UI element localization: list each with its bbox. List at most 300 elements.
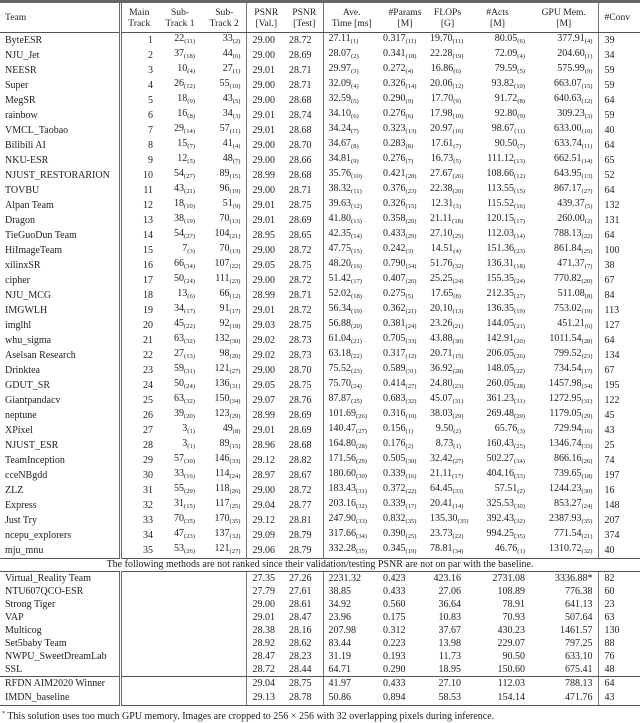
psnr-test [286, 528, 323, 543]
header-line: Track 2 [209, 17, 239, 29]
header-line: Track [128, 17, 151, 29]
cell-value: 93.82 [491, 78, 514, 89]
cell-value: 20.10 [430, 303, 453, 314]
cell-value: 50 [174, 273, 184, 284]
cell-value: 734.54 [554, 363, 582, 374]
team-name [0, 213, 120, 228]
cell-value: 132 [604, 199, 620, 211]
acts [465, 612, 530, 625]
params [380, 625, 430, 638]
cell-value: 29.01 [252, 424, 275, 436]
acts [465, 543, 530, 559]
acts [465, 93, 530, 108]
rank: ( $_6$ ) [453, 68, 461, 75]
psnr-test [286, 288, 323, 303]
cell-value: 49 [222, 423, 233, 434]
sub-track-1-score [157, 78, 203, 93]
cell-value: SSL [5, 663, 23, 675]
sub-track-1-score [157, 543, 203, 559]
conv [598, 378, 640, 393]
main-track-rank [120, 288, 157, 303]
cell-value: 853.27 [554, 498, 582, 509]
psnr-val [246, 273, 286, 288]
cell-value: 25 [143, 394, 153, 406]
flops [430, 408, 465, 423]
cell-value: 67 [604, 274, 615, 286]
rank: ( $_{16}$ ) [184, 473, 195, 480]
gpu-mem [530, 348, 598, 363]
cell-value: 0.345 [383, 543, 406, 554]
flops [430, 108, 465, 123]
sub-track-2-score [203, 48, 246, 63]
cell-value: NJUST_ESR [5, 439, 59, 451]
params [380, 153, 430, 168]
cell-value: 3 [182, 438, 188, 449]
cell-value: 207.98 [328, 625, 356, 636]
rank: ( $_6$ ) [585, 323, 593, 330]
table-row [0, 63, 640, 78]
cell-value: 31 [143, 484, 153, 496]
rank: ( $_{30}$ ) [406, 458, 417, 465]
main-track-rank [120, 108, 157, 123]
rank: ( $_{30}$ ) [184, 458, 195, 465]
sub-track-2-score [203, 243, 246, 258]
main-track-rank [120, 423, 157, 438]
cell-value: 0.433 [383, 678, 406, 690]
cell-value: 29.05 [252, 379, 275, 391]
table-row [0, 393, 640, 408]
main-track-rank [120, 438, 157, 453]
rank: ( $_{24}$ ) [514, 278, 525, 285]
cell-value: 28.68 [289, 94, 312, 106]
rank: ( $_{34}$ ) [514, 458, 525, 465]
main-track-rank [120, 258, 157, 273]
unranked-note-row [0, 559, 640, 572]
sub-track-2-score [203, 108, 246, 123]
sub-track-1-score [157, 612, 203, 625]
rank: ( $_{27}$ ) [582, 188, 593, 195]
cell-value: 29.00 [252, 274, 275, 286]
psnr-test [286, 138, 323, 153]
cell-value: GDUT_SR [5, 379, 51, 391]
rank: ( $_{31}$ ) [184, 368, 195, 375]
rank: ( $_{18}$ ) [184, 53, 195, 60]
psnr-val [246, 333, 286, 348]
psnr-test [286, 468, 323, 483]
params [380, 78, 430, 93]
rank: ( $_3$ ) [233, 113, 241, 120]
ave-time [323, 543, 380, 559]
main-track-rank [120, 63, 157, 78]
cell-value: 2 [148, 49, 153, 61]
acts [465, 108, 530, 123]
table-row [0, 528, 640, 543]
flops [430, 528, 465, 543]
conv [598, 453, 640, 468]
cell-value: 23.73 [430, 528, 453, 539]
gpu-mem [530, 498, 598, 513]
cell-value: 137 [214, 528, 230, 539]
rank: ( $_{17}$ ) [514, 218, 525, 225]
cell-value: 374 [604, 529, 620, 541]
psnr-test [286, 108, 323, 123]
cell-value: 29.01 [252, 199, 275, 211]
gpu-mem [530, 78, 598, 93]
flops [430, 650, 465, 663]
cell-value: 171.56 [328, 453, 356, 464]
cell-value: 29.01 [252, 109, 275, 121]
psnr-val [246, 378, 286, 393]
rank: ( $_{32}$ ) [230, 533, 241, 540]
params [380, 198, 430, 213]
cell-value: ncepu_explorers [5, 529, 72, 541]
rank: ( $_{22}$ ) [230, 263, 241, 270]
rank: ( $_{27}$ ) [230, 548, 241, 555]
cell-value: 0.381 [383, 318, 406, 329]
sub-track-2-score [203, 393, 246, 408]
cell-value: 729.94 [554, 423, 582, 434]
sub-track-1-score [157, 288, 203, 303]
cell-value: NKU-ESR [5, 154, 49, 166]
params [380, 408, 430, 423]
flops [430, 625, 465, 638]
cell-value: 27.10 [430, 228, 453, 239]
params [380, 123, 430, 138]
ave-time [323, 213, 380, 228]
cell-value: HiImageTeam [5, 244, 63, 256]
cell-value: 28.69 [289, 49, 312, 61]
cell-value: Giantpandacv [5, 394, 61, 406]
rank: ( $_{10}$ ) [184, 203, 195, 210]
rank: ( $_{14}$ ) [514, 233, 525, 240]
flops [430, 483, 465, 498]
rank: ( $_{21}$ ) [453, 323, 464, 330]
rank: ( $_{16}$ ) [514, 203, 525, 210]
gpu-mem [530, 213, 598, 228]
rank: ( $_{10}$ ) [514, 83, 525, 90]
header-line: Ave. [342, 6, 361, 18]
cell-value: 17.98 [430, 108, 453, 119]
cell-value: 34.24 [328, 123, 351, 134]
cell-value: 28.99 [252, 169, 275, 181]
rank: ( $_{14}$ ) [184, 128, 195, 135]
cell-value: 662.51 [554, 153, 582, 164]
cell-value: 739.65 [554, 468, 582, 479]
rank: ( $_{23}$ ) [514, 248, 525, 255]
cell-value: 29.00 [252, 79, 275, 91]
rank: ( $_9$ ) [187, 98, 195, 105]
psnr-test [286, 625, 323, 638]
main-track-rank [120, 153, 157, 168]
header-line: #Params [388, 6, 422, 18]
table-row [0, 333, 640, 348]
cell-value: 131 [604, 214, 620, 226]
cell-value: 6 [148, 109, 153, 121]
cell-value: 17.61 [430, 138, 454, 149]
rank: ( $_{20}$ ) [582, 278, 593, 285]
sub-track-2-score [203, 453, 246, 468]
cell-value: Set5baby Team [5, 637, 67, 649]
cell-value: 12 [177, 153, 188, 164]
rank: ( $_3$ ) [453, 203, 461, 210]
cell-value: 111.12 [487, 153, 514, 164]
cell-value: Super [5, 79, 29, 91]
cell-value: 50.86 [328, 692, 351, 704]
rank: ( $_{29}$ ) [453, 413, 464, 420]
conv [598, 288, 640, 303]
conv [598, 468, 640, 483]
cell-value: 22.38 [430, 183, 453, 194]
flops [430, 363, 465, 378]
psnr-val [246, 453, 286, 468]
cell-value: 17.70 [430, 93, 454, 104]
conv [598, 572, 640, 586]
cell-value: 10 [177, 63, 188, 74]
gpu-mem [530, 273, 598, 288]
team-name [0, 691, 120, 706]
cell-value: 32 [143, 499, 153, 511]
header-line: Main [129, 6, 150, 18]
rank: ( $_{19}$ ) [351, 308, 362, 315]
cell-value: 0.505 [383, 453, 406, 464]
rank: ( $_{20}$ ) [230, 353, 241, 360]
rank: ( $_{22}$ ) [184, 323, 195, 330]
cell-value: 643.95 [554, 168, 582, 179]
cell-value: 29.12 [252, 514, 275, 526]
table-row [0, 468, 640, 483]
conv [598, 348, 640, 363]
gpu-mem [530, 483, 598, 498]
cell-value: 392.43 [486, 513, 514, 524]
cell-value: 29.00 [252, 184, 275, 196]
cell-value: 112.03 [497, 678, 525, 690]
rank: ( $_{10}$ ) [230, 83, 241, 90]
cell-value: 28.92 [252, 637, 275, 649]
conv [598, 363, 640, 378]
sub-track-1-score [157, 393, 203, 408]
rank: ( $_9$ ) [517, 113, 525, 120]
cell-value: 140.47 [328, 423, 356, 434]
flops [430, 586, 465, 599]
psnr-test [286, 183, 323, 198]
acts [465, 183, 530, 198]
table-row [0, 408, 640, 423]
params [380, 258, 430, 273]
conv [598, 228, 640, 243]
acts [465, 78, 530, 93]
rank: ( $_{27}$ ) [356, 428, 367, 435]
psnr-test [286, 48, 323, 63]
gpu-mem [530, 650, 598, 663]
conv [598, 663, 640, 676]
cell-value: 43 [604, 692, 615, 704]
params [380, 348, 430, 363]
cell-value: 29 [174, 123, 184, 134]
cell-value: 29.02 [252, 334, 275, 346]
cell-value: 28.71 [289, 184, 312, 196]
rank: ( $_{30}$ ) [230, 338, 241, 345]
rank: ( $_8$ ) [187, 113, 195, 120]
cell-value: 48.20 [328, 258, 351, 269]
main-track-rank [120, 543, 157, 559]
cell-value: 27 [222, 63, 233, 74]
team-name [0, 625, 120, 638]
rank: ( $_{22}$ ) [351, 353, 362, 360]
rank: ( $_{28}$ ) [514, 383, 525, 390]
gpu-mem [530, 612, 598, 625]
cell-value: 117 [214, 498, 230, 509]
cell-value: 28.47 [289, 612, 312, 624]
cell-value: MegSR [5, 94, 36, 106]
params [380, 183, 430, 198]
cell-value: 28.68 [289, 169, 312, 181]
params [380, 378, 430, 393]
acts [465, 691, 530, 706]
rank: ( $_{35}$ ) [582, 518, 593, 525]
conv [598, 625, 640, 638]
psnr-test [286, 438, 323, 453]
rank: ( $_2$ ) [585, 218, 593, 225]
cell-value: 260.05 [486, 378, 514, 389]
acts [465, 363, 530, 378]
acts [465, 168, 530, 183]
cell-value: 0.339 [383, 468, 406, 479]
table-row [0, 438, 640, 453]
rank: ( $_{29}$ ) [514, 413, 525, 420]
cell-value: whu_sigma [5, 334, 52, 346]
psnr-test [286, 153, 323, 168]
sub-track-1-score [157, 572, 203, 586]
main-track-rank [120, 677, 157, 692]
conv [598, 153, 640, 168]
rank: ( $_{31}$ ) [356, 488, 367, 495]
header-line: [M] [490, 17, 505, 29]
cell-value: imglhl [5, 319, 32, 331]
cell-value: 15 [143, 244, 153, 256]
cell-value: 59 [174, 363, 184, 374]
cell-value: 28.61 [289, 599, 312, 611]
cell-value: 135.30 [430, 513, 458, 524]
cell-value: 84 [604, 289, 615, 301]
rank: ( $_{32}$ ) [406, 398, 417, 405]
rank: ( $_{12}$ ) [514, 173, 525, 180]
team-name [0, 393, 120, 408]
params [380, 528, 430, 543]
cell-value: 108.66 [486, 168, 514, 179]
cell-value: 50 [174, 378, 184, 389]
flops [430, 303, 465, 318]
cell-value: 45 [174, 318, 184, 329]
cell-value: 640.63 [554, 93, 582, 104]
cell-value: 797.25 [565, 637, 593, 649]
rank: ( $_8$ ) [406, 143, 414, 150]
rank: ( $_{25}$ ) [453, 233, 464, 240]
cell-value: 34 [174, 303, 184, 314]
cell-value: 15 [177, 138, 188, 149]
acts [465, 663, 530, 676]
main-track-rank [120, 198, 157, 213]
cell-value: 150.60 [497, 663, 525, 675]
cell-value: 29.07 [252, 394, 275, 406]
conv [598, 318, 640, 333]
gpu-mem [530, 423, 598, 438]
sub-track-2-score [203, 423, 246, 438]
conv [598, 303, 640, 318]
psnr-test [286, 33, 323, 49]
rank: ( $_{23}$ ) [184, 533, 195, 540]
sub-track-2-score [203, 543, 246, 559]
cell-value: 64 [604, 334, 615, 346]
cell-value: 56.88 [328, 318, 351, 329]
cell-value: 3336.88* [555, 573, 593, 585]
rank: ( $_{13}$ ) [406, 128, 417, 135]
sub-track-1-score [157, 599, 203, 612]
psnr-val [246, 318, 286, 333]
psnr-test [286, 198, 323, 213]
cell-value: 502.27 [486, 453, 514, 464]
cell-value: 28.71 [289, 79, 312, 91]
cell-value: 28.62 [289, 637, 312, 649]
cell-value: 0.275 [383, 288, 406, 299]
cell-value: 27.06 [438, 586, 461, 598]
footnote-mark: * [2, 711, 5, 718]
team-name [0, 93, 120, 108]
cell-value: 12 [143, 199, 153, 211]
cell-value: 80.05 [494, 33, 518, 44]
cell-value: 28.75 [289, 319, 312, 331]
rank: ( $_{29}$ ) [582, 413, 593, 420]
gpu-mem [530, 33, 598, 49]
header-main-track [120, 3, 157, 33]
sub-track-2-score [203, 78, 246, 93]
rank: ( $_{13}$ ) [582, 173, 593, 180]
cell-value: 21.11 [430, 213, 453, 224]
flops [430, 572, 465, 586]
rank: ( $_{35}$ ) [514, 533, 525, 540]
header-line: [Val.] [255, 17, 278, 29]
table-row [0, 198, 640, 213]
acts [465, 438, 530, 453]
cell-value: 64 [604, 139, 615, 151]
rank: ( $_{15}$ ) [230, 443, 241, 450]
cell-value: 144.05 [486, 318, 514, 329]
cell-value: 79.59 [494, 63, 518, 74]
acts [465, 599, 530, 612]
cell-value: 91 [219, 303, 230, 314]
main-track-rank [120, 363, 157, 378]
rank: ( $_{12}$ ) [351, 203, 362, 210]
rank: ( $_7$ ) [517, 143, 525, 150]
psnr-test [286, 123, 323, 138]
cell-value: 21.11 [430, 468, 453, 479]
sub-track-2-score [203, 93, 246, 108]
conv [598, 183, 640, 198]
rank: ( $_{30}$ ) [453, 338, 464, 345]
ave-time [323, 453, 380, 468]
psnr-test [286, 637, 323, 650]
cell-value: NJUST_RESTORARION [5, 169, 110, 181]
cell-value: 66 [219, 288, 230, 299]
cell-value: 63.18 [328, 348, 351, 359]
acts [465, 677, 530, 692]
table-row [0, 153, 640, 168]
rank: ( $_1$ ) [187, 428, 195, 435]
cell-value: 154.14 [497, 692, 525, 704]
cell-value: 770.82 [554, 273, 582, 284]
main-track-rank [120, 348, 157, 363]
cell-value: 104 [214, 228, 230, 239]
rank: ( $_2$ ) [351, 53, 359, 60]
